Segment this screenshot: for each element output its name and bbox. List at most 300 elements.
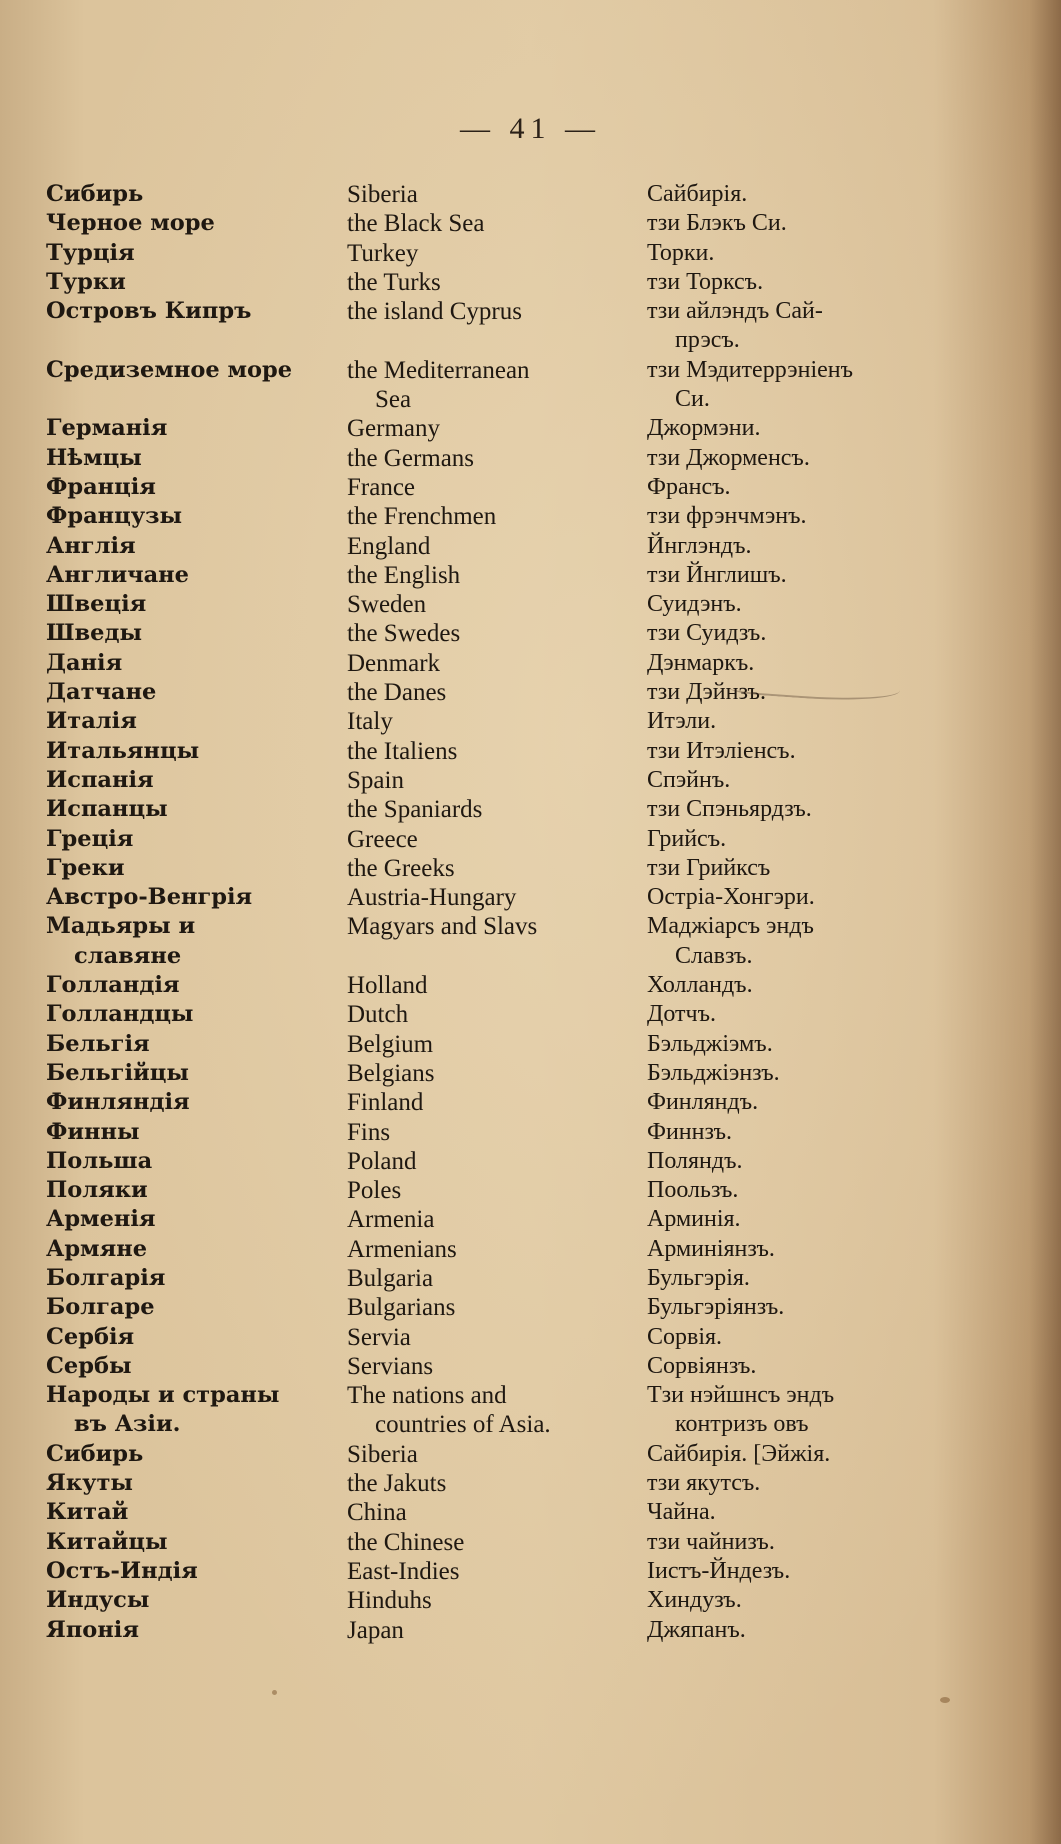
- russian-word: [46, 473, 336, 502]
- pronunciation-line: Арминіянзъ.: [647, 1235, 775, 1262]
- english-word-line: Austria-Hungary: [347, 884, 517, 912]
- pronunciation-line: Спэйнъ.: [647, 766, 731, 793]
- pronunciation: [647, 1323, 907, 1352]
- russian-word: [46, 1381, 336, 1440]
- russian-word: [46, 297, 336, 326]
- russian-word: [46, 1616, 336, 1645]
- pronunciation-line: тзи чайнизъ.: [647, 1528, 775, 1555]
- english-word-line: the Italiens: [347, 737, 458, 765]
- russian-word: [46, 590, 336, 619]
- english-word: [347, 532, 607, 561]
- russian-word: [46, 707, 336, 736]
- pronunciation: [647, 1586, 907, 1615]
- english-word: [347, 1323, 607, 1352]
- english-word-line: Hinduhs: [347, 1587, 432, 1615]
- pronunciation-line: Поользъ.: [647, 1177, 739, 1204]
- russian-word-line: Черное море: [46, 210, 215, 237]
- russian-word: [46, 1000, 336, 1029]
- english-word-line: the Mediterranean: [347, 356, 530, 384]
- russian-word-line: Голландія: [46, 972, 180, 999]
- pronunciation: [647, 1440, 907, 1469]
- pronunciation: [647, 1616, 907, 1645]
- russian-word-line: Англичане: [46, 561, 189, 588]
- russian-word-line: Сибирь: [46, 1440, 144, 1467]
- pronunciation-line: тзи Суидзъ.: [647, 620, 767, 647]
- russian-word-line: Остъ-Индія: [46, 1557, 198, 1584]
- english-word: [347, 854, 607, 883]
- russian-word-line: Шведы: [46, 620, 143, 647]
- russian-word: [46, 649, 336, 678]
- english-word: [347, 1235, 607, 1264]
- pronunciation-line: Славзъ.: [675, 942, 753, 969]
- vocab-row: [0, 707, 1061, 736]
- english-word: [347, 912, 607, 941]
- english-word: [347, 766, 607, 795]
- vocab-row: [0, 883, 1061, 912]
- vocab-row: [0, 1059, 1061, 1088]
- pronunciation: [647, 1293, 907, 1322]
- pronunciation: [647, 795, 907, 824]
- vocab-row: [0, 502, 1061, 531]
- english-word: [347, 649, 607, 678]
- russian-word-line: Армяне: [46, 1235, 148, 1262]
- pronunciation-line: Сорвія.: [647, 1323, 723, 1350]
- russian-word-line: Польша: [46, 1147, 153, 1174]
- russian-word: [46, 1205, 336, 1234]
- english-word: [347, 1000, 607, 1029]
- russian-word-line: Англія: [46, 532, 136, 559]
- english-word: [347, 473, 607, 502]
- english-word: [347, 209, 607, 238]
- pronunciation-line: Поляндъ.: [647, 1147, 743, 1174]
- pronunciation: [647, 1205, 907, 1234]
- russian-word: [46, 561, 336, 590]
- pronunciation: [647, 590, 907, 619]
- vocab-row: [0, 1205, 1061, 1234]
- english-word-line: the English: [347, 561, 461, 589]
- vocab-row: [0, 971, 1061, 1000]
- russian-word: [46, 1118, 336, 1147]
- vocab-row: [0, 1323, 1061, 1352]
- russian-word-line: Финны: [46, 1118, 140, 1145]
- pronunciation-line: тзи Йнглишъ.: [647, 561, 787, 588]
- russian-word-line: Поляки: [46, 1177, 148, 1204]
- pronunciation-line: Грийсъ.: [647, 825, 727, 852]
- russian-word: [46, 1176, 336, 1205]
- pronunciation: [647, 1176, 907, 1205]
- english-word-line: Armenia: [347, 1206, 435, 1234]
- pronunciation: [647, 1498, 907, 1527]
- pronunciation-line: Чайна.: [647, 1499, 716, 1526]
- pronunciation: [647, 532, 907, 561]
- russian-word-line: Голландцы: [46, 1001, 194, 1028]
- english-word-line: Sweden: [347, 591, 427, 619]
- english-word-line: the Greeks: [347, 854, 455, 882]
- vocab-row: [0, 912, 1061, 971]
- english-word-line: the Jakuts: [347, 1470, 447, 1498]
- russian-word: [46, 883, 336, 912]
- russian-word-line: Китайцы: [46, 1528, 168, 1555]
- pronunciation: [647, 414, 907, 443]
- english-word-line: Armenians: [347, 1235, 457, 1263]
- english-word: [347, 1557, 607, 1586]
- pronunciation-line: Бульгэрія.: [647, 1264, 750, 1291]
- english-word: [347, 297, 607, 326]
- pronunciation: [647, 180, 907, 209]
- pronunciation-line: Сорвіянзъ.: [647, 1352, 757, 1379]
- english-word-line: Turkey: [347, 239, 419, 267]
- english-word: [347, 1528, 607, 1557]
- english-word-line: Bulgaria: [347, 1264, 434, 1292]
- english-word-line: Germany: [347, 415, 441, 443]
- pronunciation-line: прэсъ.: [675, 327, 740, 354]
- russian-word: [46, 1235, 336, 1264]
- pronunciation: [647, 297, 907, 356]
- russian-word-line: Испанія: [46, 766, 154, 793]
- vocab-row: [0, 1030, 1061, 1059]
- english-word-line: Servians: [347, 1352, 434, 1380]
- english-word-line: Belgium: [347, 1030, 434, 1058]
- pronunciation: [647, 502, 907, 531]
- russian-word: [46, 1586, 336, 1615]
- english-word-line: the Swedes: [347, 620, 461, 648]
- english-word: [347, 414, 607, 443]
- english-word: [347, 1440, 607, 1469]
- russian-word-line: Германія: [46, 415, 168, 442]
- english-word: [347, 678, 607, 707]
- vocabulary-list: [0, 180, 1061, 1645]
- english-word: [347, 1264, 607, 1293]
- russian-word: [46, 1440, 336, 1469]
- russian-word-line: Греція: [46, 825, 134, 852]
- russian-word: [46, 971, 336, 1000]
- russian-word: [46, 1469, 336, 1498]
- russian-word: [46, 795, 336, 824]
- vocab-row: [0, 473, 1061, 502]
- russian-word-line: Арменія: [46, 1206, 156, 1233]
- pronunciation: [647, 1147, 907, 1176]
- russian-word-line: Бельгійцы: [46, 1059, 189, 1086]
- pronunciation-line: Си.: [675, 386, 710, 413]
- russian-word: [46, 825, 336, 854]
- russian-word: [46, 239, 336, 268]
- russian-word-line: Греки: [46, 854, 125, 881]
- pronunciation: [647, 971, 907, 1000]
- english-word-line: the Spaniards: [347, 796, 483, 824]
- russian-word: [46, 1528, 336, 1557]
- russian-word: [46, 766, 336, 795]
- pronunciation-line: тзи Дэйнзъ.: [647, 679, 766, 706]
- pronunciation: [647, 1528, 907, 1557]
- page-number: — 41 —: [460, 112, 601, 145]
- english-word-line: the Danes: [347, 679, 447, 707]
- russian-word: [46, 619, 336, 648]
- pronunciation-line: Дотчъ.: [647, 1001, 717, 1028]
- vocab-row: [0, 1264, 1061, 1293]
- english-word-line: the Chinese: [347, 1528, 465, 1556]
- pronunciation-line: Іистъ-Йндезъ.: [647, 1557, 791, 1584]
- russian-word-line: Испанцы: [46, 796, 168, 823]
- english-word: [347, 1586, 607, 1615]
- pronunciation-line: Джяпанъ.: [647, 1616, 746, 1643]
- english-word: [347, 1616, 607, 1645]
- pronunciation-line: Холландъ.: [647, 972, 753, 999]
- russian-word: [46, 1498, 336, 1527]
- english-word: [347, 619, 607, 648]
- english-word: [347, 1088, 607, 1117]
- pronunciation-line: Сайбирія.: [647, 181, 748, 207]
- vocab-row: [0, 1235, 1061, 1264]
- english-word: [347, 971, 607, 1000]
- vocab-row: [0, 1147, 1061, 1176]
- russian-word-line: Сибирь: [46, 181, 144, 207]
- english-word: [347, 502, 607, 531]
- russian-word: [46, 854, 336, 883]
- english-word: [347, 737, 607, 766]
- pronunciation: [647, 1381, 907, 1440]
- russian-word-line: Турція: [46, 239, 135, 266]
- vocab-row: [0, 1440, 1061, 1469]
- english-word-line: Sea: [375, 386, 412, 414]
- english-word-line: Italy: [347, 708, 393, 736]
- pronunciation-line: тзи Блэкъ Си.: [647, 210, 787, 237]
- russian-word-line: Народы и страны: [46, 1382, 280, 1409]
- vocab-row: [0, 444, 1061, 473]
- vocab-row: [0, 590, 1061, 619]
- pronunciation: [647, 737, 907, 766]
- pronunciation: [647, 561, 907, 590]
- russian-word: [46, 180, 336, 209]
- pronunciation-line: Сайбирія. [Эйжія.: [647, 1440, 831, 1467]
- english-word-line: East-Indies: [347, 1557, 460, 1585]
- english-word-line: the Turks: [347, 268, 441, 296]
- pronunciation: [647, 912, 907, 971]
- pronunciation-line: Джормэни.: [647, 415, 761, 442]
- vocab-row: [0, 1586, 1061, 1615]
- english-word: [347, 1205, 607, 1234]
- vocab-row: [0, 1000, 1061, 1029]
- english-word: [347, 1030, 607, 1059]
- vocab-row: [0, 1293, 1061, 1322]
- english-word: [347, 1498, 607, 1527]
- pronunciation-line: Бульгэріянзъ.: [647, 1294, 785, 1321]
- pronunciation: [647, 766, 907, 795]
- pronunciation-line: Финнзъ.: [647, 1118, 732, 1145]
- russian-word-line: Датчане: [46, 679, 157, 706]
- russian-word: [46, 1030, 336, 1059]
- english-word: [347, 1469, 607, 1498]
- vocab-row: [0, 678, 1061, 707]
- english-word-line: England: [347, 532, 431, 560]
- vocab-row: [0, 1557, 1061, 1586]
- russian-word-line: Итальянцы: [46, 737, 200, 764]
- russian-word: [46, 1264, 336, 1293]
- pronunciation: [647, 707, 907, 736]
- pronunciation-line: Финляндъ.: [647, 1089, 759, 1116]
- english-word-line: Servia: [347, 1323, 411, 1351]
- russian-word: [46, 737, 336, 766]
- english-word: [347, 1147, 607, 1176]
- english-word: [347, 239, 607, 268]
- english-word-line: Dutch: [347, 1001, 409, 1029]
- pronunciation-line: Йнглэндъ.: [647, 532, 752, 559]
- english-word-line: the island Cyprus: [347, 298, 522, 326]
- english-word-line: Greece: [347, 825, 418, 853]
- english-word-line: Bulgarians: [347, 1294, 456, 1322]
- russian-word-line: Нѣмцы: [46, 444, 142, 471]
- russian-word-line: Финляндія: [46, 1089, 190, 1116]
- pronunciation: [647, 1059, 907, 1088]
- english-word-line: Siberia: [347, 181, 418, 208]
- pronunciation: [647, 1557, 907, 1586]
- english-word-line: Finland: [347, 1089, 424, 1117]
- pronunciation-line: тзи айлэндъ Сай-: [647, 298, 823, 325]
- vocab-row: [0, 180, 1061, 209]
- russian-word: [46, 356, 336, 385]
- english-word-line: China: [347, 1499, 407, 1527]
- russian-word-line: Франція: [46, 473, 156, 500]
- english-word: [347, 883, 607, 912]
- russian-word-line: Данія: [46, 649, 123, 676]
- russian-word-line: славяне: [74, 942, 182, 969]
- russian-word: [46, 209, 336, 238]
- vocab-row: [0, 649, 1061, 678]
- pronunciation: [647, 1030, 907, 1059]
- russian-word: [46, 1088, 336, 1117]
- pronunciation-line: Арминія.: [647, 1206, 741, 1233]
- english-word: [347, 356, 607, 415]
- vocab-row: [0, 1498, 1061, 1527]
- russian-word-line: Италія: [46, 708, 137, 735]
- vocab-row: [0, 766, 1061, 795]
- russian-word-line: Островъ Кипръ: [46, 298, 252, 325]
- pronunciation: [647, 444, 907, 473]
- russian-word: [46, 1293, 336, 1322]
- pronunciation-line: Остріа-Хонгэри.: [647, 884, 815, 911]
- pronunciation: [647, 1469, 907, 1498]
- russian-word: [46, 414, 336, 443]
- english-word-line: countries of Asia.: [375, 1411, 551, 1439]
- russian-word: [46, 1059, 336, 1088]
- english-word-line: Japan: [347, 1616, 404, 1644]
- vocab-row: [0, 561, 1061, 590]
- russian-word-line: въ Азіи.: [74, 1411, 181, 1438]
- english-word: [347, 1293, 607, 1322]
- pronunciation-line: тзи Итэліенсъ.: [647, 737, 796, 764]
- vocab-row: [0, 1528, 1061, 1557]
- pronunciation: [647, 1118, 907, 1147]
- vocab-row: [0, 239, 1061, 268]
- vocab-row: [0, 356, 1061, 415]
- pronunciation-line: Бэльджіэнзъ.: [647, 1059, 780, 1086]
- english-word-line: Fins: [347, 1118, 391, 1146]
- pronunciation-line: Бэльджіэмъ.: [647, 1030, 773, 1057]
- english-word: [347, 1176, 607, 1205]
- pronunciation-line: Торки.: [647, 239, 715, 266]
- english-word-line: the Frenchmen: [347, 503, 497, 531]
- english-word-line: The nations and: [347, 1382, 507, 1410]
- pronunciation: [647, 209, 907, 238]
- russian-word-line: Французы: [46, 503, 183, 530]
- english-word: [347, 825, 607, 854]
- english-word: [347, 1352, 607, 1381]
- english-word: [347, 795, 607, 824]
- pronunciation: [647, 854, 907, 883]
- pronunciation: [647, 356, 907, 415]
- russian-word: [46, 268, 336, 297]
- pronunciation-line: Итэли.: [647, 708, 717, 735]
- pronunciation-line: тзи Спэньярдзъ.: [647, 796, 812, 823]
- russian-word-line: Турки: [46, 268, 126, 295]
- pronunciation: [647, 1235, 907, 1264]
- english-word-line: the Germans: [347, 444, 475, 472]
- pronunciation: [647, 1088, 907, 1117]
- vocab-row: [0, 825, 1061, 854]
- english-word-line: Belgians: [347, 1059, 435, 1087]
- russian-word-line: Японія: [46, 1616, 139, 1643]
- english-word-line: Spain: [347, 766, 404, 794]
- vocab-row: [0, 268, 1061, 297]
- pronunciation: [647, 1352, 907, 1381]
- russian-word-line: Австро-Венгрія: [46, 884, 253, 911]
- english-word: [347, 444, 607, 473]
- english-word: [347, 707, 607, 736]
- russian-word-line: Болгарія: [46, 1264, 166, 1291]
- russian-word-line: Швеція: [46, 591, 147, 618]
- pronunciation-line: тзи якутсъ.: [647, 1470, 761, 1497]
- vocab-row: [0, 854, 1061, 883]
- pronunciation-line: Франсъ.: [647, 473, 731, 500]
- vocab-row: [0, 1118, 1061, 1147]
- pronunciation-line: тзи фрэнчмэнъ.: [647, 503, 807, 530]
- english-word: [347, 268, 607, 297]
- pronunciation-line: тзи Грийксъ: [647, 854, 771, 881]
- pronunciation-line: тзи Мэдитеррэніенъ: [647, 356, 854, 383]
- english-word: [347, 180, 607, 209]
- english-word: [347, 1059, 607, 1088]
- russian-word: [46, 1147, 336, 1176]
- pronunciation: [647, 239, 907, 268]
- english-word: [347, 590, 607, 619]
- russian-word: [46, 912, 336, 971]
- pronunciation-line: Хиндузъ.: [647, 1587, 742, 1614]
- vocab-row: [0, 1088, 1061, 1117]
- pronunciation: [647, 473, 907, 502]
- russian-word-line: Бельгія: [46, 1030, 150, 1057]
- pronunciation: [647, 619, 907, 648]
- english-word: [347, 561, 607, 590]
- pronunciation: [647, 1264, 907, 1293]
- russian-word: [46, 1323, 336, 1352]
- english-word-line: Siberia: [347, 1440, 418, 1468]
- russian-word: [46, 678, 336, 707]
- vocab-row: [0, 414, 1061, 443]
- pronunciation-line: тзи Джорменсъ.: [647, 444, 810, 471]
- pronunciation-line: контризъ овъ: [675, 1411, 809, 1438]
- pronunciation-line: Тзи нэйшнсъ эндъ: [647, 1382, 835, 1409]
- russian-word-line: Индусы: [46, 1587, 150, 1614]
- english-word-line: the Black Sea: [347, 210, 485, 238]
- russian-word: [46, 444, 336, 473]
- english-word: [347, 1118, 607, 1147]
- pronunciation-line: Дэнмаркъ.: [647, 649, 755, 676]
- pronunciation: [647, 268, 907, 297]
- russian-word-line: Средиземное море: [46, 356, 293, 383]
- vocab-row: [0, 1176, 1061, 1205]
- russian-word-line: Якуты: [46, 1470, 133, 1497]
- russian-word: [46, 532, 336, 561]
- vocab-row: [0, 1616, 1061, 1645]
